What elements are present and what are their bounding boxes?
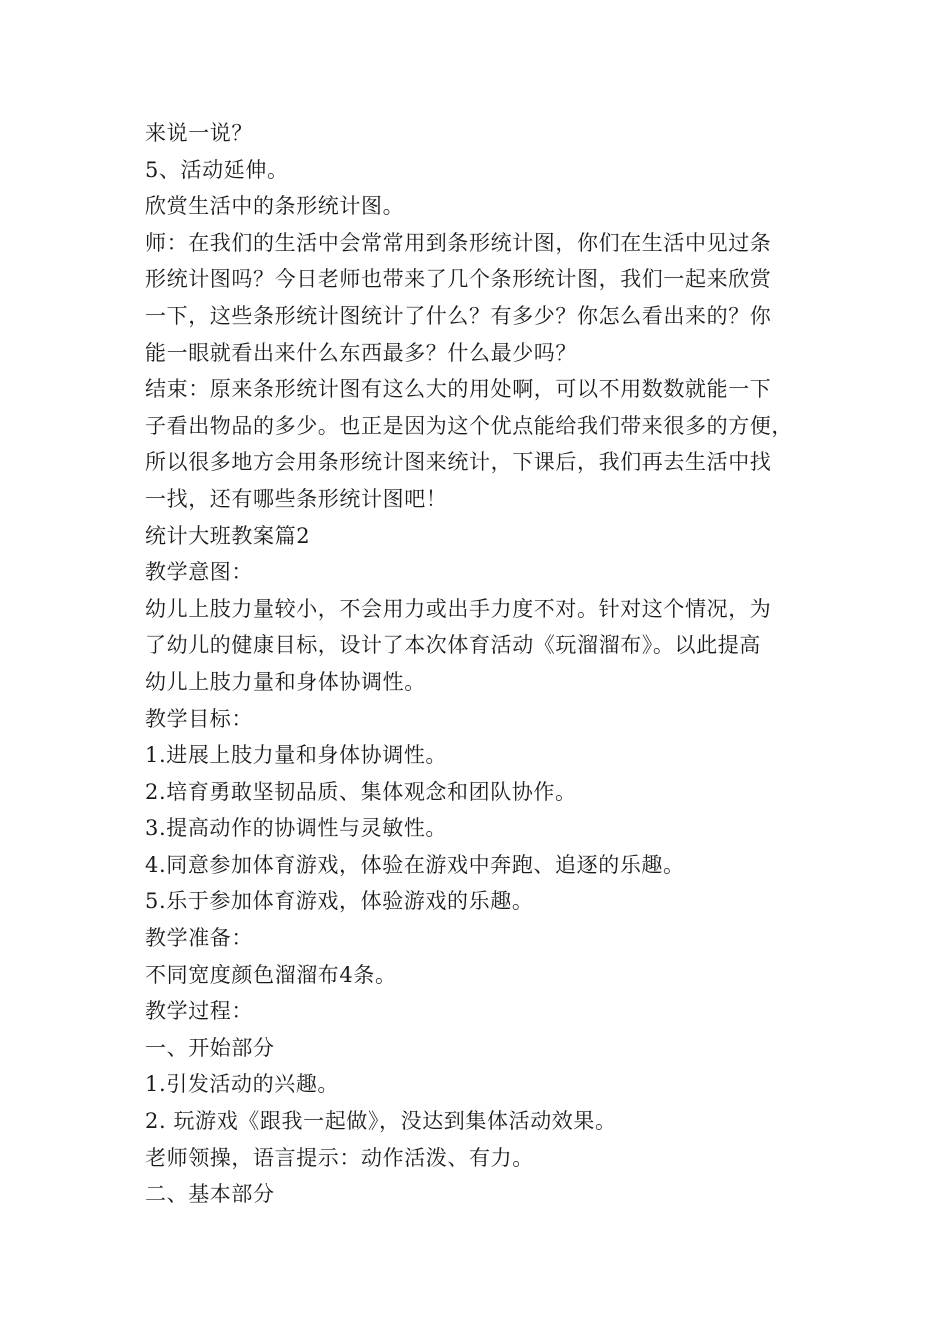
section-heading: 一、开始部分 xyxy=(145,1035,275,1060)
list-item: 1.引发活动的兴趣。 xyxy=(145,1072,340,1097)
text-line: 师：在我们的生活中会常常用到条形统计图，你们在生活中见过条 xyxy=(145,230,772,255)
text-line: 幼儿上肢力量较小，不会用力或出手力度不对。针对这个情况，为 xyxy=(145,596,772,621)
text-line: 欣赏生活中的条形统计图。 xyxy=(145,194,405,219)
text-line: 子看出物品的多少。也正是因为这个优点能给我们带来很多的方便， xyxy=(145,413,793,438)
text-line: 能一眼就看出来什么东西最多？什么最少吗？ xyxy=(145,340,577,365)
section-heading: 5、活动延伸。 xyxy=(145,157,289,182)
list-item: 4.同意参加体育游戏，体验在游戏中奔跑、追逐的乐趣。 xyxy=(145,852,685,877)
section-heading: 教学目标： xyxy=(145,706,253,731)
section-heading: 教学意图： xyxy=(145,560,253,585)
text-line: 一找，还有哪些条形统计图吧！ xyxy=(145,486,448,511)
list-item: 2. 玩游戏《跟我一起做》，没达到集体活动效果。 xyxy=(145,1109,617,1134)
list-item: 1.进展上肢力量和身体协调性。 xyxy=(145,743,448,768)
document-body xyxy=(145,115,825,1213)
text-line: 形统计图吗？今日老师也带来了几个条形统计图，我们一起来欣赏 xyxy=(145,267,772,292)
text-line: 老师领操，语言提示：动作活泼、有力。 xyxy=(145,1145,534,1170)
section-heading: 教学过程： xyxy=(145,999,253,1024)
list-item: 3.提高动作的协调性与灵敏性。 xyxy=(145,816,448,841)
text-line: 不同宽度颜色溜溜布4条。 xyxy=(145,962,397,987)
text-line: 一下，这些条形统计图统计了什么？有多少？你怎么看出来的？你 xyxy=(145,303,772,328)
list-item: 2.培育勇敢坚韧品质、集体观念和团队协作。 xyxy=(145,779,577,804)
text-line: 了幼儿的健康目标，设计了本次体育活动《玩溜溜布》。以此提高 xyxy=(145,633,761,658)
list-item: 5.乐于参加体育游戏，体验游戏的乐趣。 xyxy=(145,889,534,914)
section-heading: 二、基本部分 xyxy=(145,1182,275,1207)
text-line: 所以很多地方会用条形统计图来统计，下课后，我们再去生活中找 xyxy=(145,450,772,475)
section-heading: 教学准备： xyxy=(145,926,253,951)
text-line: 幼儿上肢力量和身体协调性。 xyxy=(145,669,426,694)
text-line: 结束：原来条形统计图有这么大的用处啊，可以不用数数就能一下 xyxy=(145,377,772,402)
article-title: 统计大班教案篇2 xyxy=(145,523,311,548)
text-line: 来说一说？ xyxy=(145,121,253,145)
